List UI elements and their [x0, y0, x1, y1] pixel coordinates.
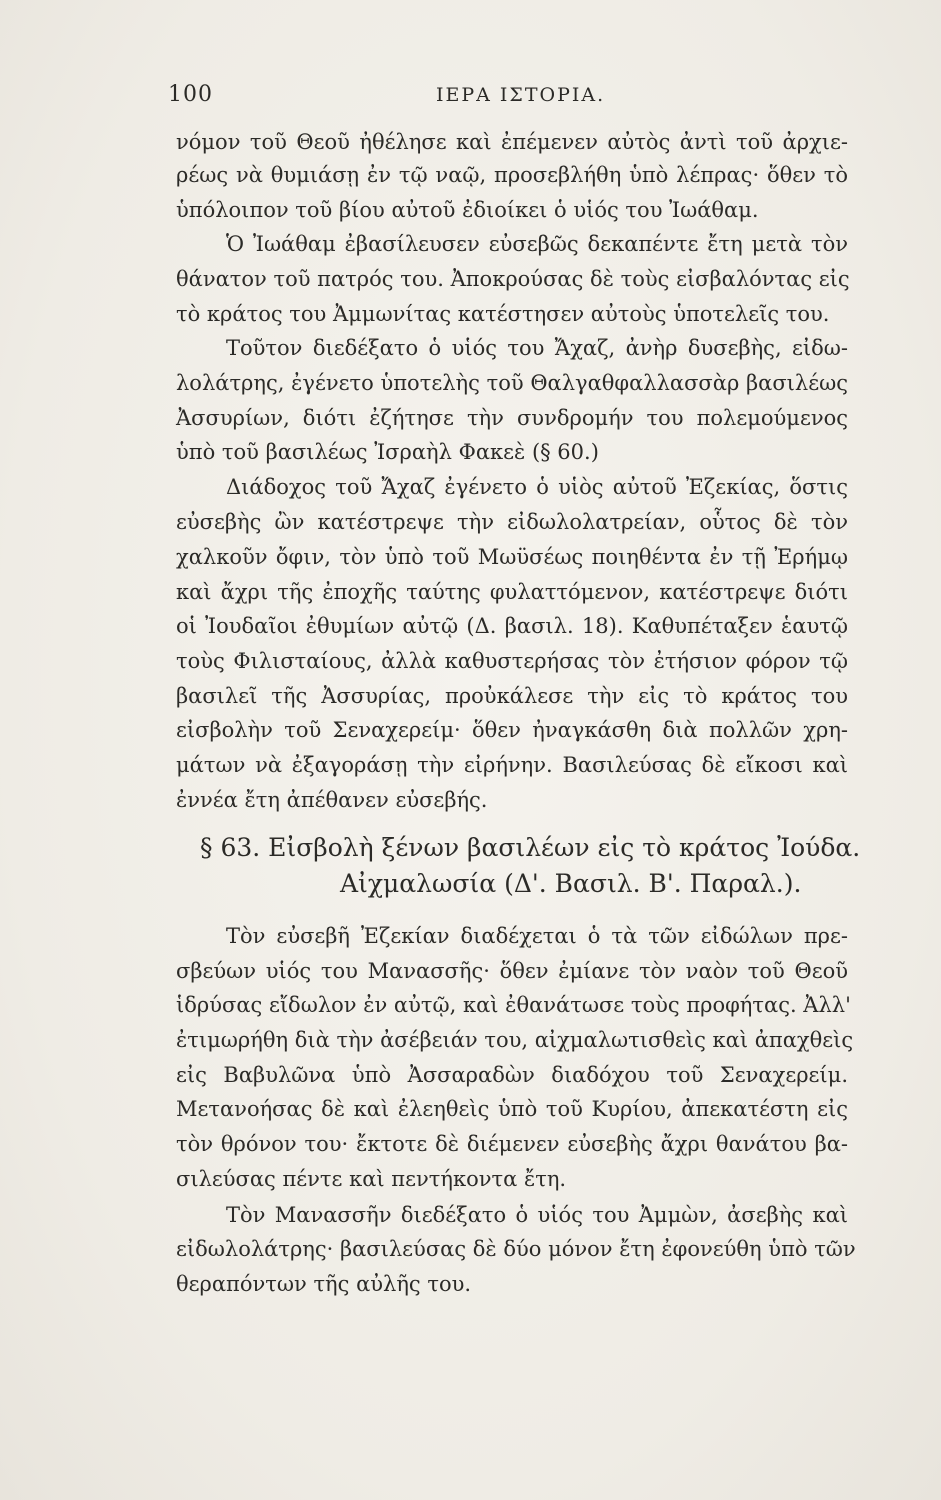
text-line: Μετανοήσας δὲ καὶ ἐλεηθεὶς ὑπὸ τοῦ Κυρίου, ἀπεκατέστη εἰς	[176, 1097, 848, 1121]
text-line: θάνατον τοῦ πατρός του. Ἀποκρούσας δὲ τοὺς εἰσβαλόντας εἰς	[176, 267, 850, 291]
text-line: Διάδοχος τοῦ Ἄχαζ ἐγένετο ὁ υἱὸς αὐτοῦ Ἐζεκίας, ὅστις	[226, 475, 848, 499]
text-line: Ἀσσυρίων, διότι ἐζήτησε τὴν συνδρομήν του πολεμούμενος	[176, 406, 848, 430]
text-line: οἱ Ἰουδαῖοι ἐθυμίων αὐτῷ (Δ. βασιλ. 18). Καθυπέταξεν ἑαυτῷ	[176, 614, 848, 638]
text-line: Τὸν εὐσεβῆ Ἐζεκίαν διαδέχεται ὁ τὰ τῶν εἰδώλων πρε-	[226, 924, 848, 948]
text-line: εἰσβολὴν τοῦ Σεναχερείμ· ὅθεν ἠναγκάσθη διὰ πολλῶν χρη-	[176, 718, 848, 742]
text-line: ἐννέα ἔτη ἀπέθανεν εὐσεβής.	[176, 788, 488, 812]
running-title: ΙΕΡΑ ΙΣΤΟΡΙΑ.	[436, 84, 606, 106]
text-line: εὐσεβὴς ὢν κατέστρεψε τὴν εἰδωλολατρείαν, οὗτος δὲ τὸν	[176, 510, 848, 534]
text-line: σβεύων υἱός του Μανασσῆς· ὅθεν ἐμίανε τὸν ναὸν τοῦ Θεοῦ	[176, 959, 848, 983]
text-line: λολάτρης, ἐγένετο ὑποτελὴς τοῦ Θαλγαθφαλλασσὰρ βασιλέως	[176, 371, 848, 395]
text-line: νόμον τοῦ Θεοῦ ἠθέλησε καὶ ἐπέμενεν αὐτὸς ἀντὶ τοῦ ἀρχιε-	[176, 130, 848, 154]
text-line: τοὺς Φιλισταίους, ἀλλὰ καθυστερήσας τὸν ἐτήσιον φόρον τῷ	[176, 649, 848, 673]
text-line: Τοῦτον διεδέξατο ὁ υἱός του Ἄχαζ, ἀνὴρ δυσεβὴς, εἰδω-	[226, 336, 848, 360]
text-line: Τὸν Μανασσῆν διεδέξατο ὁ υἱός του Ἀμμὼν, ἀσεβὴς καὶ	[226, 1203, 848, 1227]
text-line: χαλκοῦν ὄφιν, τὸν ὑπὸ τοῦ Μωϋσέως ποιηθέντα ἐν τῇ Ἐρήμῳ	[176, 545, 848, 569]
text-line: θεραπόντων τῆς αὐλῆς του.	[176, 1272, 472, 1296]
text-line: σιλεύσας πέντε καὶ πεντήκοντα ἔτη.	[176, 1167, 567, 1191]
text-line: Ὁ Ἰωάθαμ ἐβασίλευσεν εὐσεβῶς δεκαπέντε ἔτη μετὰ τὸν	[226, 232, 848, 256]
text-line: καὶ ἄχρι τῆς ἐποχῆς ταύτης φυλαττόμενον, κατέστρεψε διότι	[176, 580, 848, 604]
section-heading: § 63. Εἰσβολὴ ξένων βασιλέων εἰς τὸ κράτος Ἰούδα.	[200, 833, 861, 862]
text-line: τὸν θρόνον του· ἔκτοτε δὲ διέμενεν εὐσεβὴς ἄχρι θανάτου βα-	[176, 1132, 848, 1156]
text-line: εἰς Βαβυλῶνα ὑπὸ Ἀσσαραδὼν διαδόχου τοῦ Σεναχερείμ.	[176, 1063, 848, 1087]
text-line: ἐτιμωρήθη διὰ τὴν ἀσέβειάν του, αἰχμαλωτισθεὶς καὶ ἀπαχθεὶς	[176, 1028, 854, 1052]
text-line: ὑπὸ τοῦ βασιλέως Ἰσραὴλ Φακεὲ (§ 60.)	[176, 440, 599, 464]
text-line: εἰδωλολάτρης· βασιλεύσας δὲ δύο μόνον ἔτη ἐφονεύθη ὑπὸ τῶν	[176, 1237, 856, 1261]
text-line: τὸ κράτος του Ἀμμωνίτας κατέστησεν αὐτοὺς ὑποτελεῖς του.	[176, 302, 830, 326]
page-header	[168, 82, 848, 112]
section-subheading: Αἰχμαλωσία (Δ'. Βασιλ. Β'. Παραλ.).	[340, 869, 802, 898]
text-line: μάτων νὰ ἐξαγοράσῃ τὴν εἰρήνην. Βασιλεύσας δὲ εἴκοσι καὶ	[176, 753, 848, 777]
text-line: βασιλεῖ τῆς Ἀσσυρίας, προὐκάλεσε τὴν εἰς τὸ κράτος του	[176, 684, 848, 708]
text-line: ρέως νὰ θυμιάσῃ ἐν τῷ ναῷ, προσεβλήθη ὑπὸ λέπρας· ὅθεν τὸ	[176, 163, 848, 187]
text-line: ἱδρύσας εἴδωλον ἐν αὐτῷ, καὶ ἐθανάτωσε τοὺς προφήτας. Ἀλλ'	[176, 993, 851, 1017]
text-line: ὑπόλοιπον τοῦ βίου αὐτοῦ ἐδιοίκει ὁ υἱός του Ἰωάθαμ.	[176, 198, 759, 222]
page-number: 100	[168, 82, 213, 107]
